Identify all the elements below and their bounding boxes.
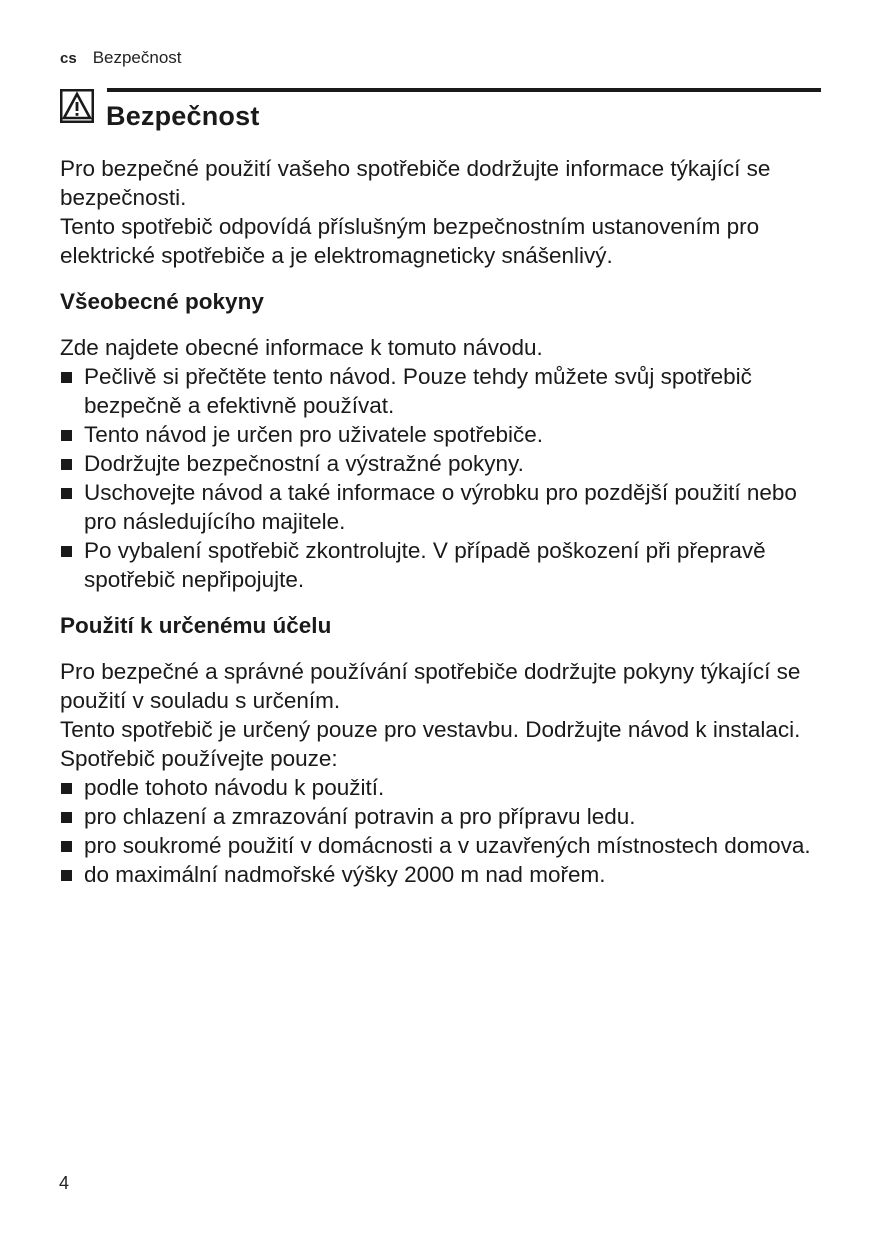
square-bullet-icon — [61, 870, 72, 881]
general-list — [60, 362, 826, 594]
page-number: 4 — [59, 1173, 70, 1193]
list-item: Uschovejte návod a také informace o výrobku pro pozdější použití nebo pro následujícího majitele. — [60, 478, 826, 536]
square-bullet-icon — [61, 783, 72, 794]
intro-paragraph: Pro bezpečné použití vašeho spotřebiče dodržujte informace týkající se bezpečnosti. — [60, 156, 771, 210]
list-item: do maximální nadmořské výšky 2000 m nad mořem. — [60, 860, 826, 889]
section-heading-general: Všeobecné pokyny — [60, 289, 264, 314]
list-item: Pečlivě si přečtěte tento návod. Pouze tehdy můžete svůj spotřebič bezpečně a efektivně používat. — [60, 362, 826, 420]
square-bullet-icon — [61, 430, 72, 441]
square-bullet-icon — [61, 841, 72, 852]
intended-use-paragraph: Tento spotřebič je určený pouze pro vestavbu. Dodržujte návod k instalaci. — [60, 717, 801, 742]
header-section-title: Bezpečnost — [92, 48, 182, 67]
square-bullet-icon — [61, 488, 72, 499]
square-bullet-icon — [61, 812, 72, 823]
general-lead: Zde najdete obecné informace k tomuto návodu. — [60, 335, 543, 360]
list-item: podle tohoto návodu k použití. — [60, 773, 826, 802]
warning-triangle-icon — [60, 89, 94, 123]
list-item: Dodržujte bezpečnostní a výstražné pokyny. — [60, 449, 826, 478]
list-item: Po vybalení spotřebič zkontrolujte. V případě poškození při přepravě spotřebič nepřipojujte. — [60, 536, 826, 594]
intended-use-list — [60, 773, 826, 889]
list-item: pro soukromé použití v domácnosti a v uzavřených místnostech domova. — [60, 831, 826, 860]
list-item: Tento návod je určen pro uživatele spotřebiče. — [60, 420, 826, 449]
square-bullet-icon — [61, 372, 72, 383]
intended-use-paragraph: Pro bezpečné a správné používání spotřebiče dodržujte pokyny týkající se použití v souladu s určením. — [60, 659, 801, 713]
page-title: Bezpečnost — [106, 101, 260, 131]
square-bullet-icon — [61, 459, 72, 470]
intended-use-paragraph: Spotřebič používejte pouze: — [60, 746, 338, 771]
header-rule — [107, 88, 821, 92]
square-bullet-icon — [61, 546, 72, 557]
list-item: pro chlazení a zmrazování potravin a pro přípravu ledu. — [60, 802, 826, 831]
running-header — [60, 48, 182, 69]
intro-paragraph: Tento spotřebič odpovídá příslušným bezpečnostním ustanovením pro elektrické spotřebiče a je elektromagneticky snášenlivý. — [60, 214, 760, 268]
section-heading-intended-use: Použití k určenému účelu — [60, 613, 332, 638]
main-content — [60, 154, 826, 889]
language-code: cs — [60, 50, 77, 67]
